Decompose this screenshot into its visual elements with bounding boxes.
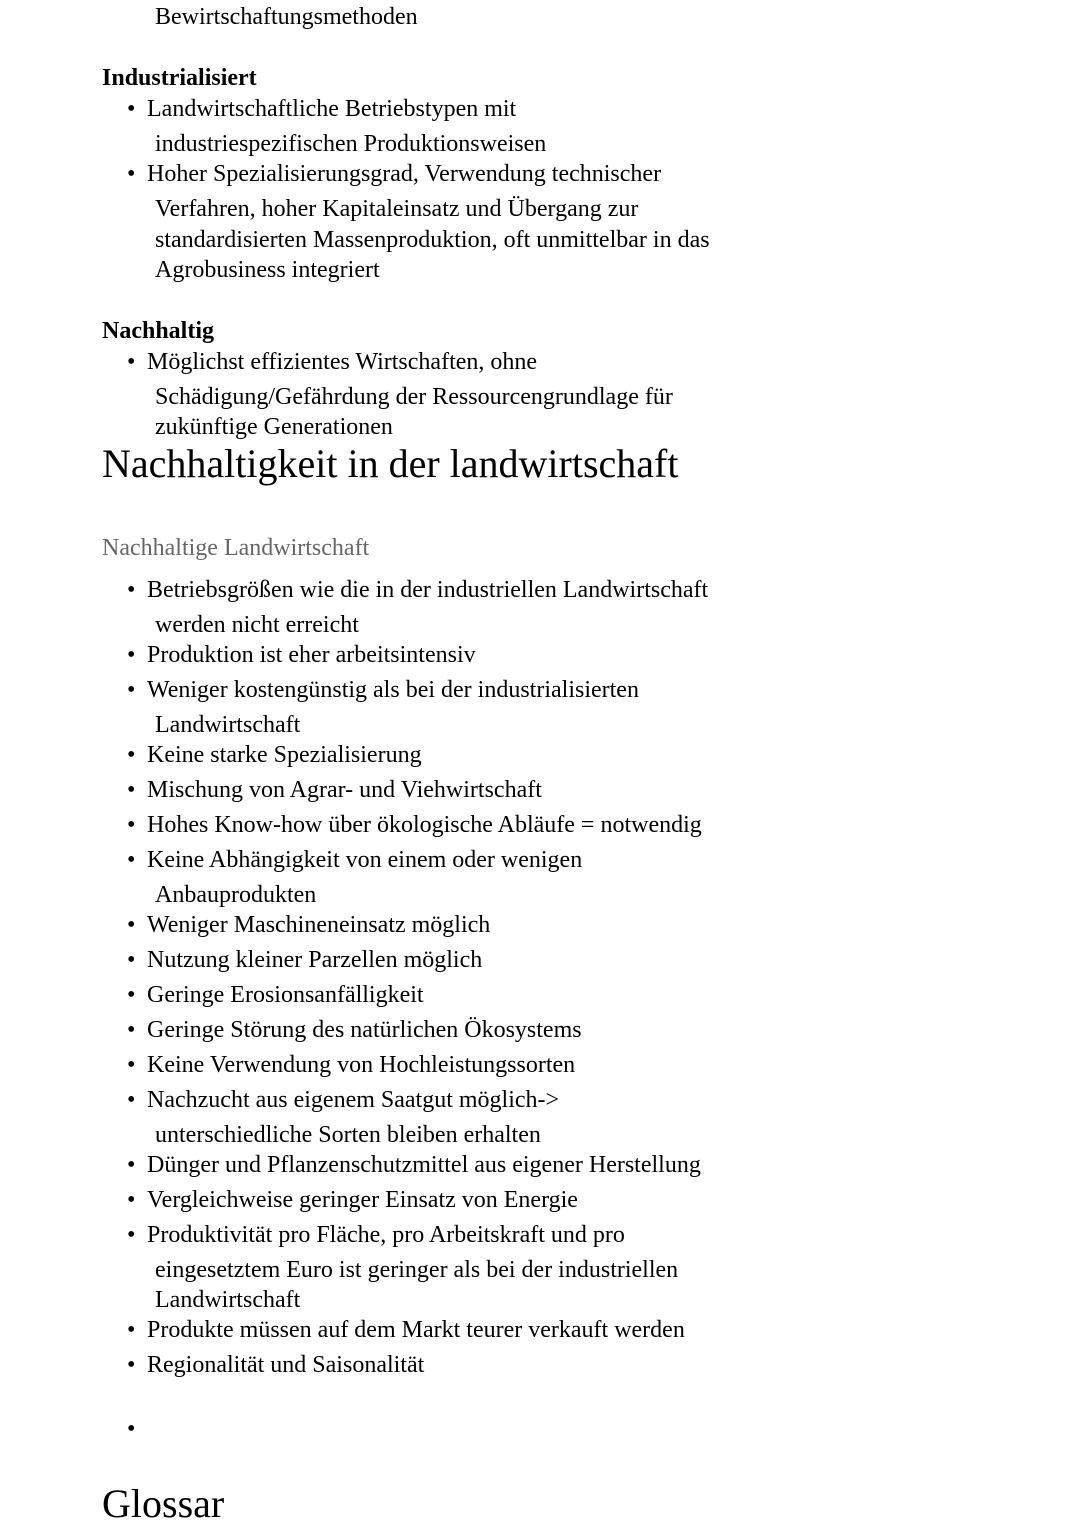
bullet-icon: • xyxy=(127,947,136,973)
list-item-text: Möglichst effizientes Wirtschaften, ohne xyxy=(147,349,538,375)
bullet-icon: • xyxy=(127,577,136,603)
bullet-icon: • xyxy=(127,1317,136,1343)
bullet-icon: • xyxy=(127,349,136,375)
list-item-text: Mischung von Agrar- und Viehwirtschaft xyxy=(147,777,542,803)
list-item-text: Keine Abhängigkeit von einem oder wenigen xyxy=(147,847,583,873)
bullet-icon: • xyxy=(127,1352,136,1378)
list-item-text: Weniger Maschineneinsatz möglich xyxy=(147,912,491,938)
bullet-icon: • xyxy=(127,1416,136,1442)
section-subtitle: Nachhaltige Landwirtschaft xyxy=(102,535,370,561)
list-item-text: eingesetztem Euro ist geringer als bei der industriellen xyxy=(155,1257,679,1283)
list-item-text: Keine Verwendung von Hochleistungssorten xyxy=(147,1052,576,1078)
list-item-text: Verfahren, hoher Kapitaleinsatz und Übergang zur xyxy=(155,196,639,222)
list-item-text: Vergleichweise geringer Einsatz von Energie xyxy=(147,1187,578,1213)
list-item-text: Hoher Spezialisierungsgrad, Verwendung technischer xyxy=(147,161,662,187)
continued-text: Bewirtschaftungsmethoden xyxy=(155,4,418,30)
bullet-icon: • xyxy=(127,912,136,938)
list-item-text: Nachzucht aus eigenem Saatgut möglich-> xyxy=(147,1087,560,1113)
glossar-heading: Glossar xyxy=(102,1481,225,1526)
list-item-text: Produktivität pro Fläche, pro Arbeitskraft und pro xyxy=(147,1222,625,1248)
list-item-text: Dünger und Pflanzenschutzmittel aus eigener Herstellung xyxy=(147,1152,701,1178)
list-item-text: Nutzung kleiner Parzellen möglich xyxy=(147,947,483,973)
bullet-icon: • xyxy=(127,742,136,768)
list-item-text: standardisierten Massenproduktion, oft unmittelbar in das xyxy=(155,227,710,253)
bullet-icon: • xyxy=(127,677,136,703)
list-item-text: Produkte müssen auf dem Markt teurer verkauft werden xyxy=(147,1317,685,1343)
list-item-text: Weniger kostengünstig als bei der industrialisierten xyxy=(147,677,639,703)
list-item-text: Geringe Störung des natürlichen Ökosystems xyxy=(147,1017,582,1043)
list-item-text: zukünftige Generationen xyxy=(155,414,393,440)
list-item-text: Geringe Erosionsanfälligkeit xyxy=(147,982,424,1008)
list-item-text: werden nicht erreicht xyxy=(155,612,359,638)
list-item-text: Keine starke Spezialisierung xyxy=(147,742,422,768)
list-item-text: Agrobusiness integriert xyxy=(155,257,380,283)
list-item-text: Anbauprodukten xyxy=(155,882,317,908)
bullet-icon: • xyxy=(127,1052,136,1078)
section-heading: Nachhaltigkeit in der landwirtschaft xyxy=(102,441,679,486)
bullet-icon: • xyxy=(127,161,136,187)
list-item-text: unterschiedliche Sorten bleiben erhalten xyxy=(155,1122,541,1148)
list-item-text: Landwirtschaft xyxy=(155,1287,301,1313)
bullet-icon: • xyxy=(127,642,136,668)
bullet-icon: • xyxy=(127,1152,136,1178)
list-item-text: Hohes Know-how über ökologische Abläufe = notwendig xyxy=(147,812,702,838)
bullet-icon: • xyxy=(127,847,136,873)
list-item-text: Schädigung/Gefährdung der Ressourcengrundlage für xyxy=(155,384,673,410)
bullet-icon: • xyxy=(127,812,136,838)
bullet-icon: • xyxy=(127,982,136,1008)
subheading-nachhaltig: Nachhaltig xyxy=(102,318,215,344)
bullet-icon: • xyxy=(127,1187,136,1213)
bullet-icon: • xyxy=(127,1017,136,1043)
list-item-text: Landwirtschaft xyxy=(155,712,301,738)
list-item-text: Produktion ist eher arbeitsintensiv xyxy=(147,642,476,668)
list-item-text: Betriebsgrößen wie die in der industriellen Landwirtschaft xyxy=(147,577,709,603)
list-item-text: industriespezifischen Produktionsweisen xyxy=(155,131,547,157)
list-item-text: Landwirtschaftliche Betriebstypen mit xyxy=(147,96,517,122)
bullet-icon: • xyxy=(127,1087,136,1113)
bullet-icon: • xyxy=(127,777,136,803)
subheading-industrialisiert: Industrialisiert xyxy=(102,65,257,91)
list-item-text: Regionalität und Saisonalität xyxy=(147,1352,425,1378)
bullet-icon: • xyxy=(127,1222,136,1248)
bullet-icon: • xyxy=(127,96,136,122)
